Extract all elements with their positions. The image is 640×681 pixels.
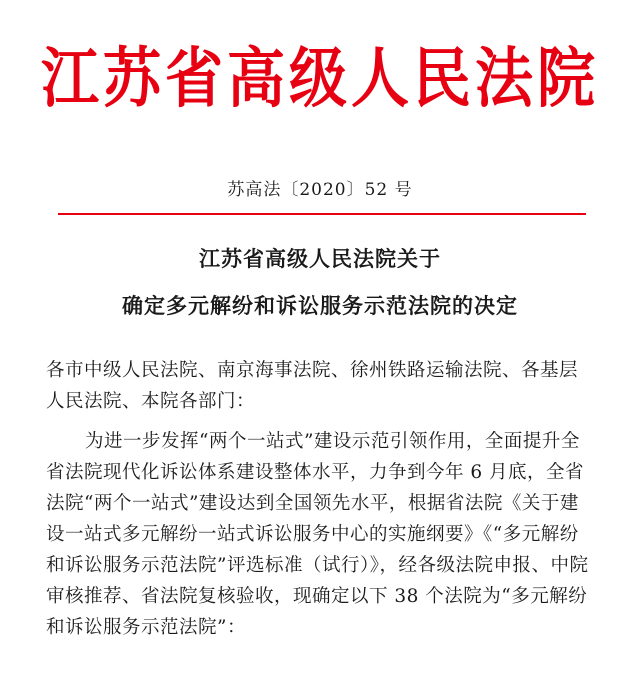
document-number: 苏高法〔2020〕52 号 bbox=[227, 180, 413, 200]
body-line: 和诉讼服务示范法院”评选标准（试行）》，经各级法院申报、中院 bbox=[46, 555, 589, 576]
document-title-line-1: 江苏省高级人民法院关于 bbox=[199, 247, 441, 271]
body-line: 法院“两个一站式”建设达到全国领先水平，根据省法院《关于建 bbox=[46, 493, 579, 514]
body-paragraph bbox=[46, 426, 606, 643]
addressee-line-2: 人民法院、本院各部门： bbox=[46, 391, 256, 412]
body-line: 和诉讼服务示范法院”： bbox=[46, 617, 246, 638]
body-line: 为进一步发挥“两个一站式”建设示范引领作用，全面提升全 bbox=[85, 431, 580, 452]
court-name-header: 江苏省高级人民法院 bbox=[40, 39, 599, 117]
document-title-line-2: 确定多元解纷和诉讼服务示范法院的决定 bbox=[122, 294, 518, 318]
body-line: 审核推荐、省法院复核验收，现确定以下 38 个法院为“多元解纷 bbox=[46, 586, 588, 607]
red-divider-line bbox=[58, 213, 586, 215]
body-line: 省法院现代化诉讼体系建设整体水平，力争到今年 6 月底，全省 bbox=[46, 462, 585, 483]
addressee-line-1: 各市中级人民法院、南京海事法院、徐州铁路运输法院、各基层 bbox=[46, 360, 579, 381]
addressee-paragraph bbox=[46, 355, 606, 417]
body-line: 设一站式多元解纷一站式诉讼服务中心的实施纲要》《“多元解纷 bbox=[46, 524, 579, 545]
